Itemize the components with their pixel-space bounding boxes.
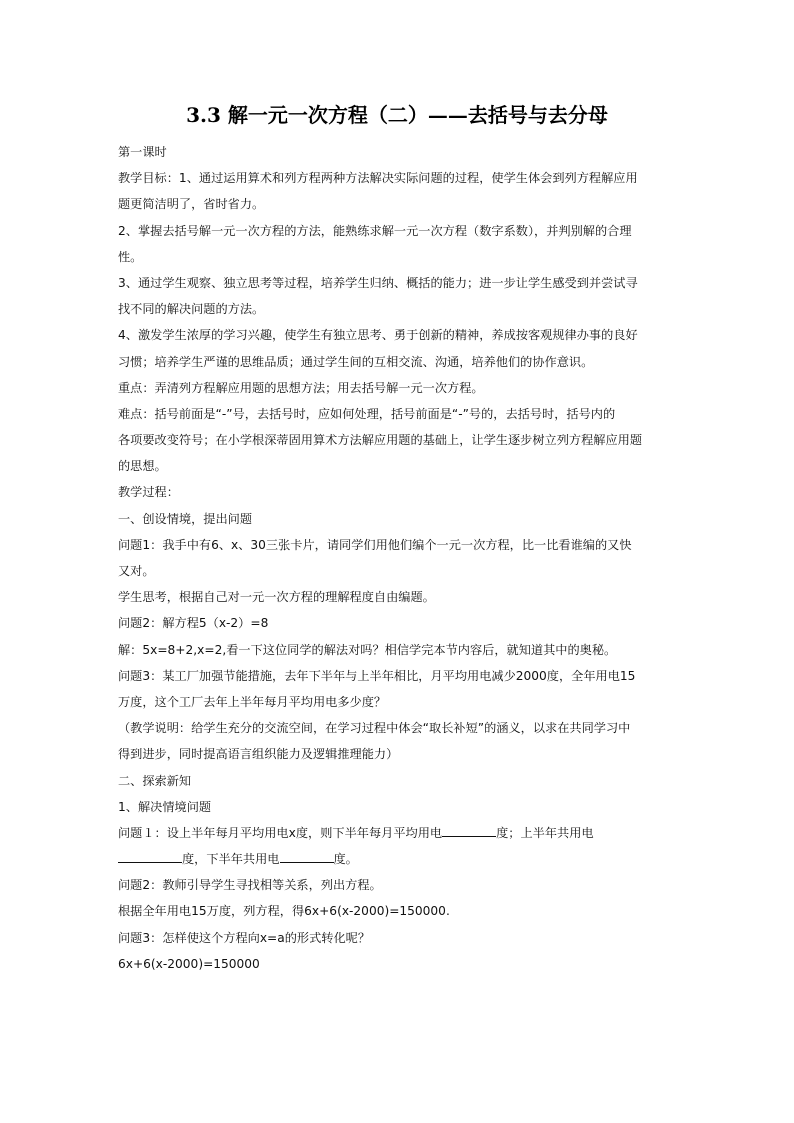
text-line: 1、解决情境问题	[118, 799, 212, 814]
text-line: 又对。	[118, 564, 155, 578]
text-line: 2、掌握去括号解一元一次方程的方法，能熟练求解一元一次方程（数字系数），并判别解的合理	[118, 223, 632, 238]
text-line: 问题3：某工厂加强节能措施，去年下半年与上半年相比，月平均用电减少2000度，全年用电15	[118, 668, 636, 683]
text-line: 问题2：教师引导学生寻找相等关系，列出方程。	[118, 878, 382, 893]
fill-in-text: 度；上半年共用电	[496, 825, 594, 840]
text-line: 3、通过学生观察、独立思考等过程，培养学生归纳、概括的能力；进一步让学生感受到并尝试寻	[118, 275, 638, 290]
text-line: 教学目标：1、通过运用算术和列方程两种方法解决实际问题的过程，使学生体会到列方程解应用	[118, 171, 638, 186]
text-line: 问题2：解方程5（x-2）=8	[118, 616, 269, 631]
text-line: （教学说明：给学生充分的交流空间，在学习过程中体会“取长补短”的涵义，以求在共同学习中	[118, 721, 631, 736]
text-line: 各项要改变符号；在小学根深蒂固用算术方法解应用题的基础上，让学生逐步树立列方程解应用题	[118, 433, 643, 448]
answer-blank	[118, 849, 182, 863]
text-line: 解：5x=8+2,x=2,看一下这位同学的解法对吗？相信学完本节内容后，就知道其中的奥秘。	[118, 642, 617, 657]
answer-blank	[442, 823, 496, 837]
answer-blank	[280, 849, 334, 863]
text-line: 性。	[118, 249, 143, 264]
text-line: 4、激发学生浓厚的学习兴趣，使学生有独立思考、勇于创新的精神，养成按客观规律办事的良好	[118, 328, 638, 343]
text-line: 习惯；培养学生严谨的思维品质；通过学生间的互相交流、沟通，培养他们的协作意识。	[118, 354, 594, 369]
text-line: 学生思考，根据自己对一元一次方程的理解程度自由编题。	[118, 590, 435, 605]
text-line: 6x+6(x-2000)=150000	[118, 956, 260, 971]
text-line: 的思想。	[118, 459, 167, 474]
text-line: 得到进步，同时提高语言组织能力及逻辑推理能力）	[118, 747, 399, 762]
text-line: 第一课时	[118, 145, 167, 159]
text-line: 难点：括号前面是“-”号，去括号时，应如何处理，括号前面是“-”号的，去括号时，括号内的	[118, 406, 616, 421]
fill-in-line	[118, 846, 688, 872]
text-line: 问题1：我手中有6、x、30三张卡片，请同学们用他们编个一元一次方程，比一比看谁编的又快	[118, 537, 632, 552]
fill-in-text: 度，下半年共用电	[182, 852, 280, 867]
text-line: 找不同的解决问题的方法。	[118, 302, 265, 317]
text-line: 根据全年用电15万度，列方程，得6x+6(x-2000)=150000.	[118, 904, 450, 919]
text-line: 一、创设情境，提出问题	[118, 511, 253, 526]
text-line: 重点：弄清列方程解应用题的思想方法；用去括号解一元一次方程。	[118, 380, 484, 395]
text-line: 教学过程：	[118, 485, 179, 500]
fill-in-text: 问题１：设上半年每月平均用电x度，则下半年每月平均用电	[118, 825, 443, 840]
fill-in-line	[118, 820, 688, 846]
text-line: 问题3：怎样使这个方程向x=a的形式转化呢？	[118, 930, 371, 945]
fill-in-text: 度。	[333, 852, 358, 867]
document-title: 3.3 解一元一次方程（二）——去括号与去分母	[186, 103, 608, 127]
document-body	[118, 139, 688, 977]
text-line: 万度，这个工厂去年上半年每月平均用电多少度？	[118, 694, 387, 709]
text-line: 二、探索新知	[118, 773, 192, 788]
text-line: 题更简洁明了，省时省力。	[118, 197, 265, 212]
